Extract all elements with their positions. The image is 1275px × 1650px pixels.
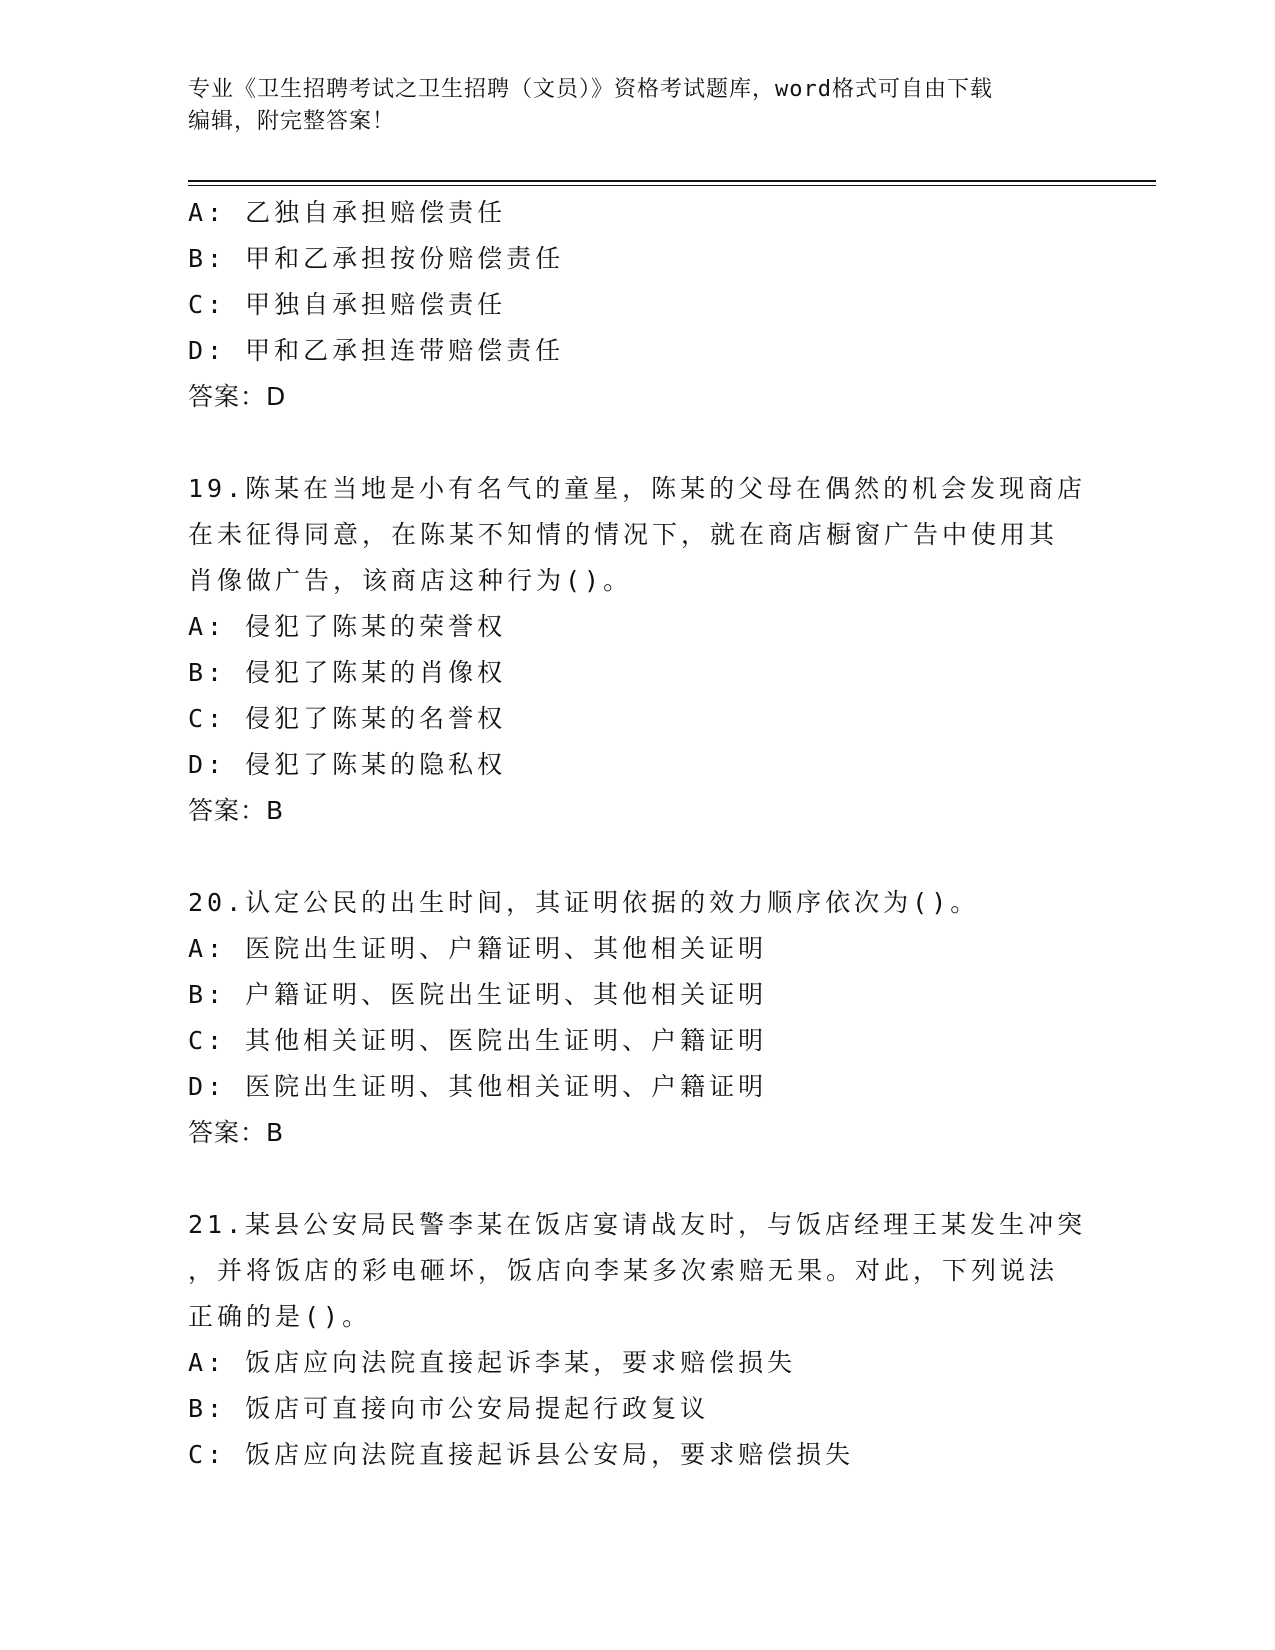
question-19 — [188, 466, 1088, 834]
option-a: A: 侵犯了陈某的荣誉权 — [188, 612, 507, 641]
question-stem-line: 在未征得同意，在陈某不知情的情况下，就在商店橱窗广告中使用其 — [188, 520, 1059, 549]
question-stem-line: 19.陈某在当地是小有名气的童星，陈某的父母在偶然的机会发现商店 — [188, 474, 1087, 503]
document-header — [188, 74, 1088, 138]
question-20 — [188, 880, 1088, 1156]
question-list — [188, 190, 1088, 1478]
question-stem-line: ，并将饭店的彩电砸坏，饭店向李某多次索赔无果。对此，下列说法 — [188, 1256, 1059, 1285]
header-line-1: 专业《卫生招聘考试之卫生招聘（文员）》资格考试题库，word格式可自由下载 — [188, 77, 993, 102]
option-b: B: 侵犯了陈某的肖像权 — [188, 658, 507, 687]
header-rule-thin — [188, 185, 1156, 186]
option-a: A: 饭店应向法院直接起诉李某，要求赔偿损失 — [188, 1348, 797, 1377]
question-18 — [188, 190, 1088, 420]
option-b: B: 甲和乙承担按份赔偿责任 — [188, 244, 565, 273]
answer: 答案：B — [188, 1118, 285, 1147]
option-b: B: 饭店可直接向市公安局提起行政复议 — [188, 1394, 710, 1423]
question-stem-line: 21.某县公安局民警李某在饭店宴请战友时，与饭店经理王某发生冲突 — [188, 1210, 1087, 1239]
option-a: A: 医院出生证明、户籍证明、其他相关证明 — [188, 934, 768, 963]
answer: 答案：D — [188, 382, 287, 411]
question-stem-line: 正确的是()。 — [188, 1302, 372, 1331]
answer: 答案：B — [188, 796, 285, 825]
header-line-2: 编辑，附完整答案！ — [188, 109, 396, 134]
option-c: C: 饭店应向法院直接起诉县公安局，要求赔偿损失 — [188, 1440, 855, 1469]
option-a: A: 乙独自承担赔偿责任 — [188, 198, 507, 227]
question-21 — [188, 1202, 1088, 1478]
question-stem-line: 肖像做广告，该商店这种行为()。 — [188, 566, 633, 595]
option-c: C: 甲独自承担赔偿责任 — [188, 290, 507, 319]
option-d: D: 侵犯了陈某的隐私权 — [188, 750, 507, 779]
option-d: D: 甲和乙承担连带赔偿责任 — [188, 336, 565, 365]
option-c: C: 侵犯了陈某的名誉权 — [188, 704, 507, 733]
option-c: C: 其他相关证明、医院出生证明、户籍证明 — [188, 1026, 768, 1055]
question-stem-line: 20.认定公民的出生时间，其证明依据的效力顺序依次为()。 — [188, 888, 980, 917]
header-rule-thick — [188, 180, 1156, 182]
option-d: D: 医院出生证明、其他相关证明、户籍证明 — [188, 1072, 768, 1101]
option-b: B: 户籍证明、医院出生证明、其他相关证明 — [188, 980, 768, 1009]
